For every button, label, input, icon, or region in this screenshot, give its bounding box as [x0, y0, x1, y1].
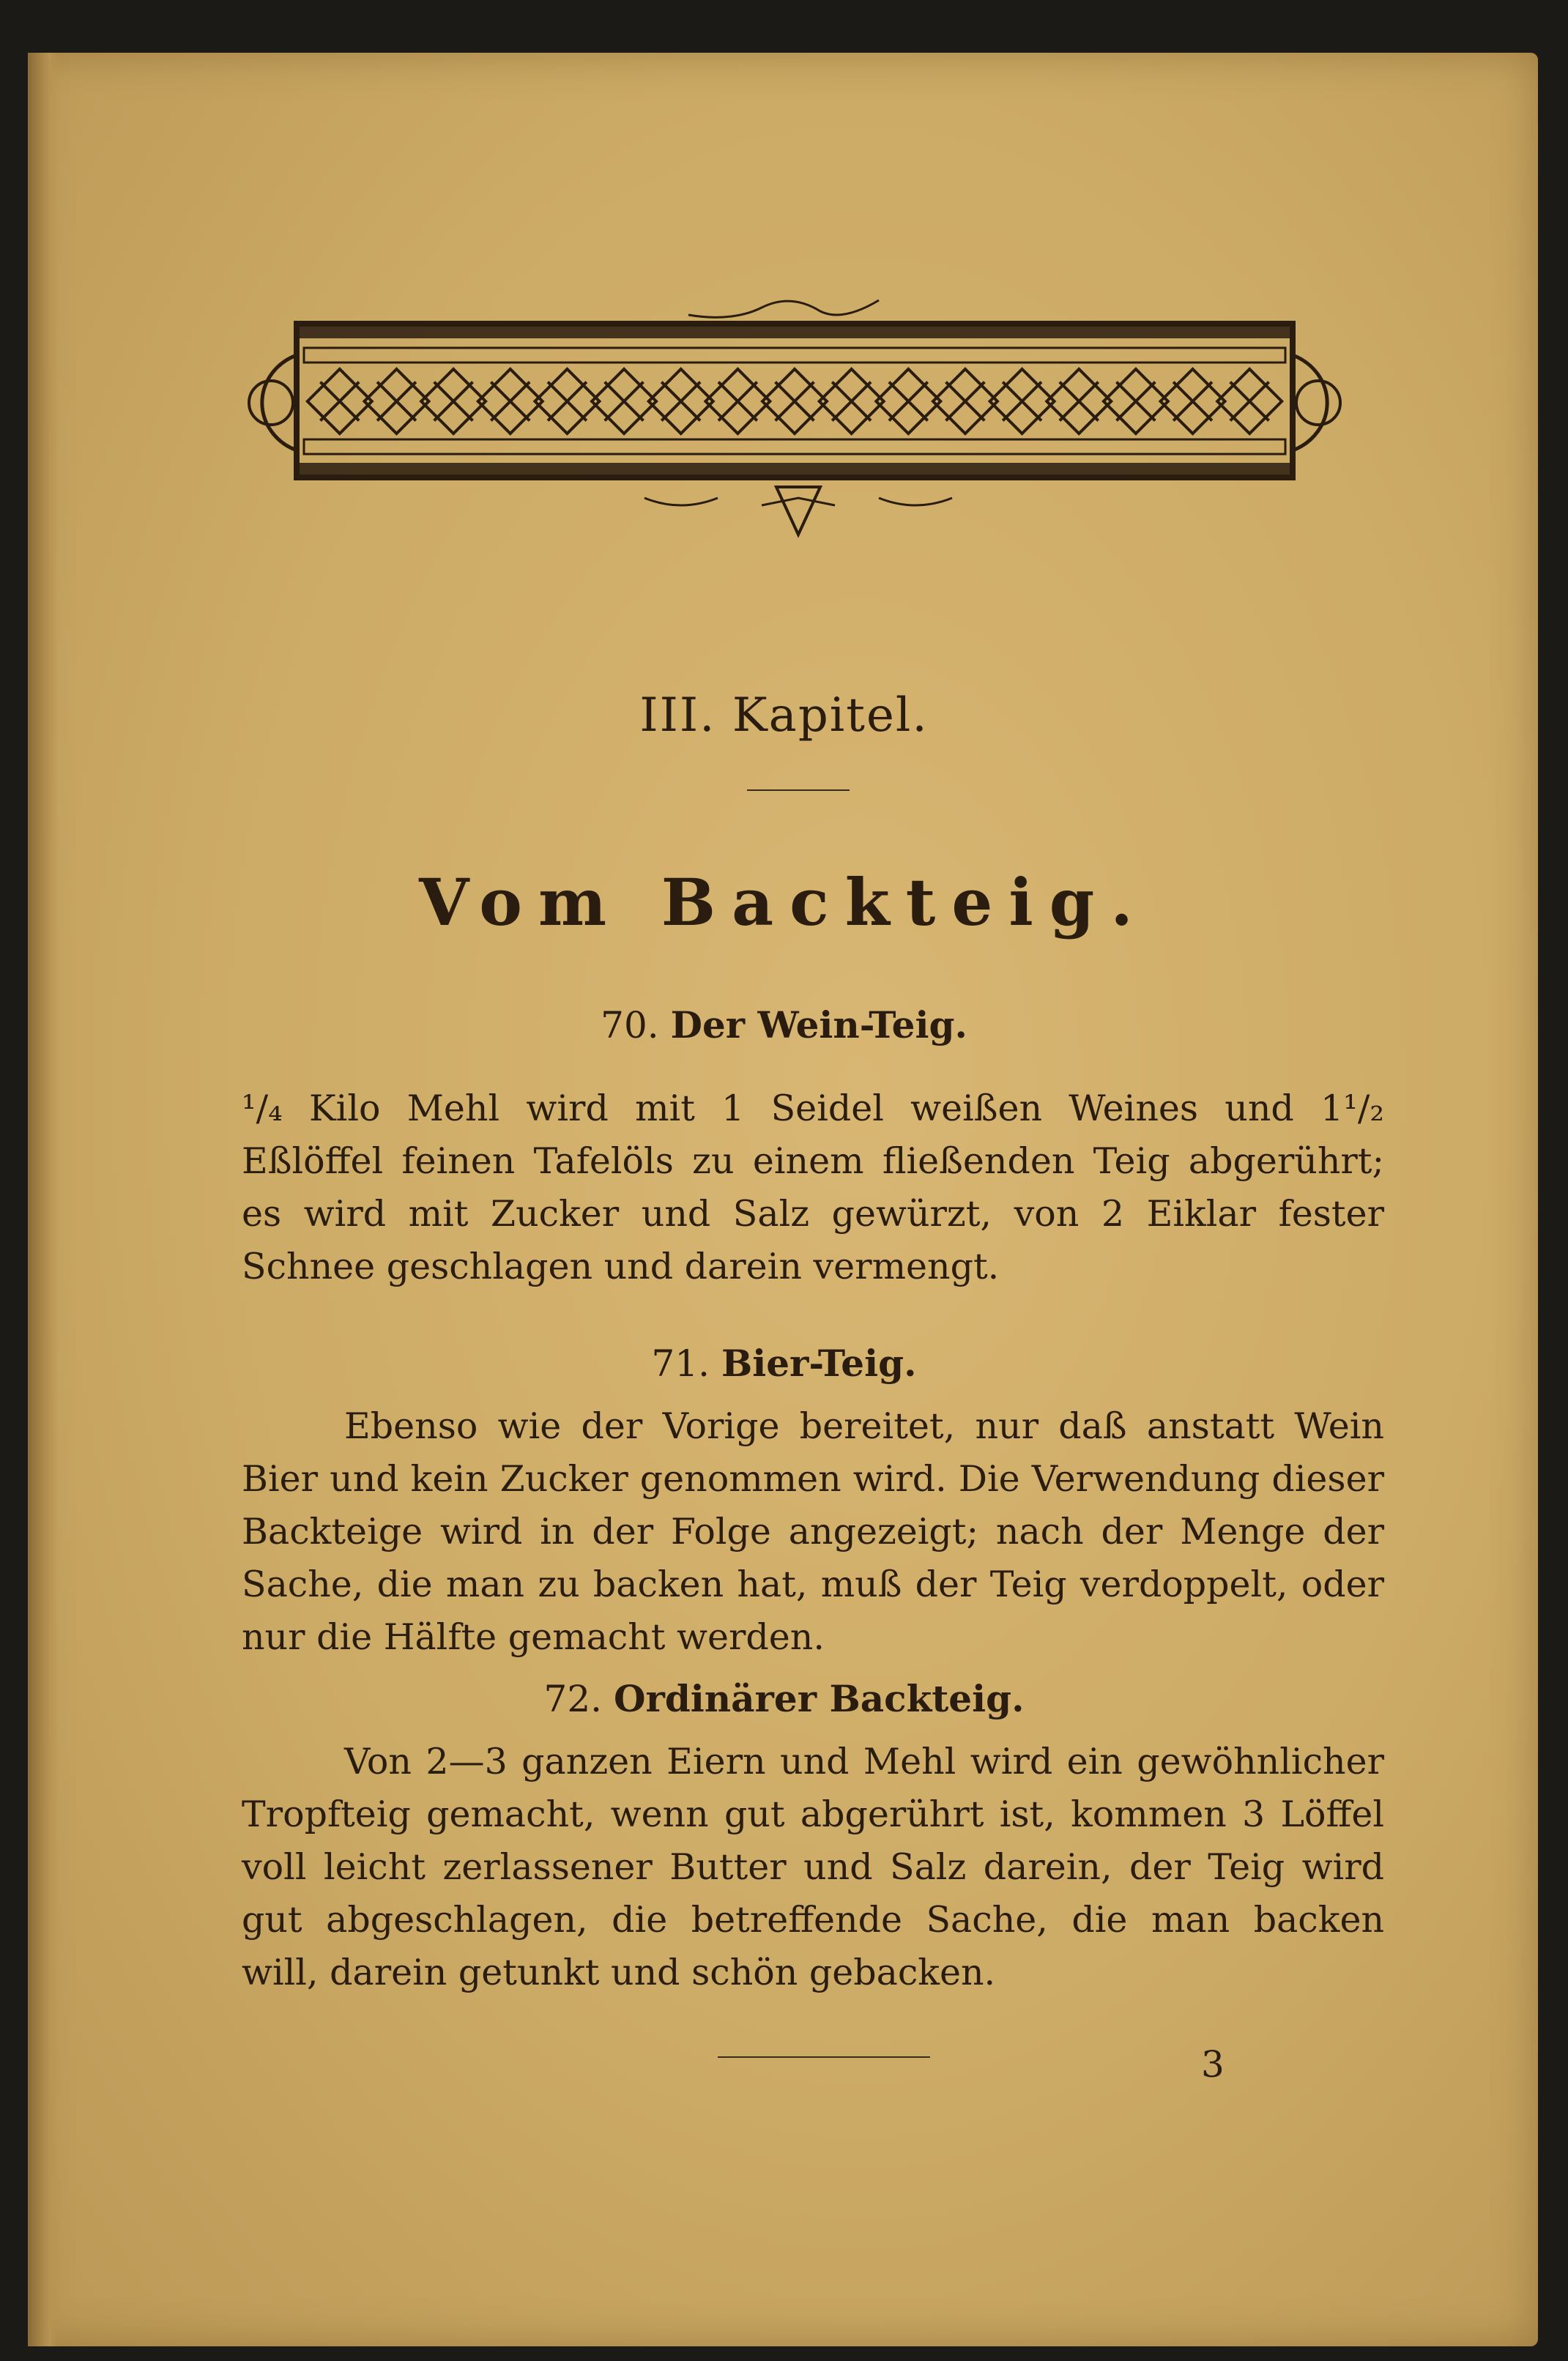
section-heading-71 [0, 1342, 1568, 1385]
ornament-tile [933, 369, 997, 434]
section-title: Der Wein-Teig. [670, 1003, 967, 1046]
ornament-tile [364, 369, 428, 434]
ornament-tile [1217, 369, 1282, 434]
page-number: 3 [1201, 2043, 1225, 2086]
chapter-divider [747, 789, 850, 791]
ornament-tile [478, 369, 543, 434]
chapter-heading: III. Kapitel. [639, 688, 929, 743]
section-title: Bier-Teig. [721, 1342, 917, 1385]
ornament-tile [592, 369, 656, 434]
section-number: 72. [543, 1678, 603, 1720]
ornament-tile [820, 369, 884, 434]
ornament-tile [1161, 369, 1225, 434]
section-number: 70. [601, 1004, 659, 1046]
ornament-tile [535, 369, 599, 434]
header-ornament [234, 278, 1362, 549]
ornament-tile [990, 369, 1055, 434]
section-text-72: Von 2—3 ganzen Eiern und Mehl wird ein gewöhnlicher Tropfteig gemacht, wenn gut abgerührt ist, kommen 3 Löffel voll leicht zerlassener Butter und Salz darein, der Teig wird gut abgeschlagen, die betreffende Sache, die man backen will, darein getunkt und schön gebacken. [242, 1741, 1384, 1993]
ornament-tile [876, 369, 940, 434]
section-text-71: Ebenso wie der Vorige bereitet, nur daß anstatt Wein Bier und kein Zucker genommen wird. Die Verwendung dieser Backteige wird in der Folge angezeigt; nach der Menge der Sache, die man zu backen hat, muß der Teig verdoppelt, oder nur die Hälfte gemacht werden. [242, 1405, 1384, 1658]
section-text-70: ¹/₄ Kilo Mehl wird mit 1 Seidel weißen Weines und 1¹/₂ Eßlöffel feinen Tafelöls zu einem fließenden Teig abgerührt; es wird mit Zucker und Salz gewürzt, von 2 Eiklar fester Schnee geschlagen und darein vermengt. [242, 1087, 1384, 1287]
page-title: Vom Backteig. [419, 864, 1149, 940]
page-gutter [28, 53, 59, 2346]
ornament-tile [1104, 369, 1168, 434]
ornament-tile [421, 369, 486, 434]
ornament-tile [649, 369, 713, 434]
section-heading-70 [0, 1003, 1568, 1046]
section-title: Ordinärer Backteig. [613, 1677, 1025, 1720]
section-number: 71. [651, 1342, 710, 1385]
ornament-tile [762, 369, 827, 434]
ornament-tile [308, 369, 372, 434]
ornament-tile [705, 369, 770, 434]
footer-divider [718, 2056, 930, 2058]
ornament-tile [1047, 369, 1111, 434]
section-heading-72 [0, 1677, 1568, 1720]
